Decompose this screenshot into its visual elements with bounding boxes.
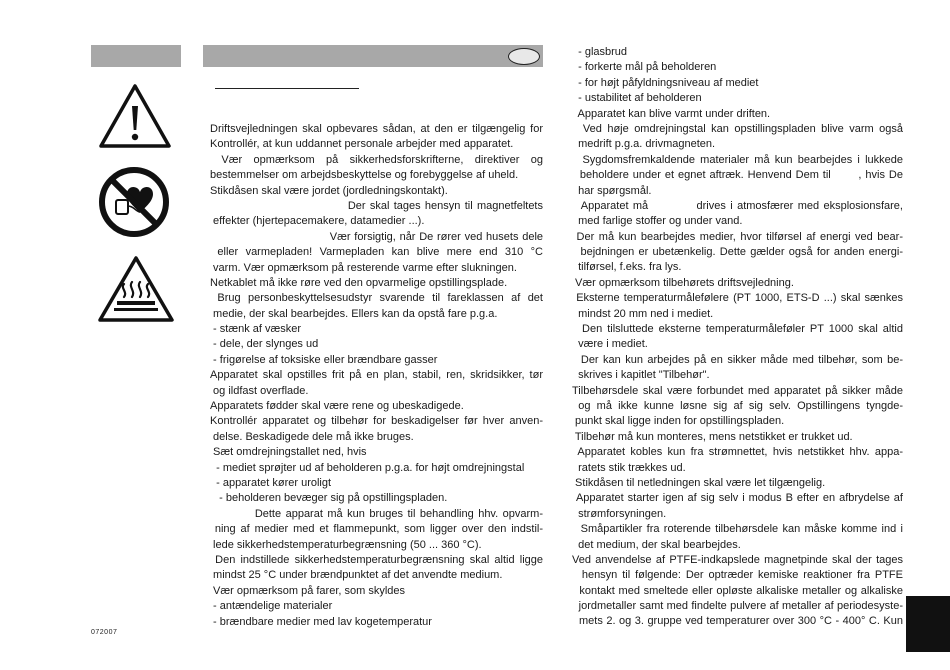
text-line: Sygdomsfremkaldende materialer må kun bearbejdes i lukkede <box>572 153 903 166</box>
text-line: det medium, der skal bearbejdes. <box>572 538 741 551</box>
text-line: varm. Vær opmærksom på resterende varme efter slukningen. <box>210 261 517 274</box>
text-line: Apparatet må drives i atmosfærer med eksplosionsfare, <box>572 199 903 212</box>
document-code: 072007 <box>91 629 118 636</box>
text-line: - stænk af væsker <box>210 323 302 336</box>
text-line: Den indstillede sikkerhedstemperaturbegrænsning skal altid ligge <box>210 553 543 566</box>
text-line: - apparatet kører uroligt <box>210 476 332 489</box>
text-line: - antændelige materialer <box>210 600 333 613</box>
text-line: - forkerte mål på beholderen <box>572 61 717 74</box>
heading-underline <box>215 88 359 89</box>
text-line: Dette apparat må kun bruges til behandling hhv. opvarm- <box>210 507 543 520</box>
text-line: bestemmelser om arbejdsbeskyttelse og forebyggelse af uheld. <box>210 169 519 182</box>
no-pacemaker-icon <box>98 166 170 238</box>
text-line: hensyn til følgende: Der optræder kemiske reaktioner fra PTFE <box>581 569 903 582</box>
text-line: Kontrollér apparatet og tilbehør for beskadigelser før hver anven- <box>210 415 543 428</box>
text-line: være i mediet. <box>572 338 648 351</box>
text-line: Tilbehør må kun monteres, mens netstikket er trukket ud. <box>572 430 853 443</box>
text-line: Der må kun bearbejdes medier, hvor tilførsel af energi ved bear- <box>572 230 903 243</box>
text-line: Den tilsluttede eksterne temperaturmåleføler PT 1000 skal altid <box>572 323 903 336</box>
text-line: Stikdåsen skal være jordet (jordledningskontakt). <box>210 184 448 197</box>
text-line: - brændbare medier med lav kogetemperatur <box>210 615 432 628</box>
text-line: Vær forsigtig, når De rører ved husets dele <box>210 230 543 243</box>
text-line: Apparatet skal opstilles frit på en plan, stabil, ren, skridsikker, tør <box>210 369 543 382</box>
text-line: har spørgsmål. <box>572 184 652 197</box>
text-line: og ildfast overflade. <box>210 384 309 397</box>
text-line: bejdningen er ubetænkelig. Dette gælder også for anden energi- <box>572 246 903 259</box>
text-line: Tilbehørsdele skal være forbundet med apparatet på sikker måde <box>572 384 903 397</box>
text-line: Apparatets fødder skal være rene og ubeskadigede. <box>210 400 464 413</box>
page-edge-tab <box>906 596 950 652</box>
text-line: tilførsel, f.eks. fra lys. <box>572 261 682 274</box>
text-line: skrives i kapitlet "Tilbehør". <box>572 369 710 382</box>
text-line: Vær opmærksom tilbehørets driftsvejledning. <box>572 276 794 289</box>
text-line: Apparatet kan blive varmt under driften. <box>572 107 771 120</box>
text-line: Netkablet må ikke røre ved den opvarmelige opstillingsplade. <box>210 276 508 289</box>
text-line: Småpartikler fra roterende tilbehørsdele kan måske komme ind i <box>572 523 903 536</box>
text-line: Ved anvendelse af PTFE-indkapslede magnetpinde skal der tages <box>572 553 903 566</box>
text-line: Apparatet starter igen af sig selv i modus B efter en afbrydelse af <box>572 492 903 505</box>
text-line: strømforsyningen. <box>572 507 667 520</box>
text-line: jordmetaller samt med findelte pulvere af metaller af periodesyste- <box>572 600 903 613</box>
text-line: effekter (hjertepacemakere, datamedier ...). <box>210 215 425 228</box>
text-line: Vær opmærksom på farer, som skyldes <box>210 584 406 597</box>
hot-surface-icon <box>97 254 175 324</box>
section-header-bar <box>203 45 543 67</box>
text-line: Der kan kun arbejdes på en sikker måde med tilbehør, som be- <box>572 353 903 366</box>
text-line: kontakt med smeltede eller opløste alkaliske metaller og alkaliske <box>572 584 903 597</box>
text-line: Ved høje omdrejningstal kan opstillingspladen blive varm også <box>582 122 903 135</box>
text-line: lede sikkerhedstemperaturbegrænsning (50 ... 360 °C). <box>210 538 482 551</box>
text-line: - for højt påfyldningsniveau af mediet <box>572 76 759 89</box>
text-line: delse. Beskadigede dele må ikke bruges. <box>210 430 414 443</box>
text-line: Sæt omdrejningstallet ned, hvis <box>210 446 367 459</box>
text-line: beholdere under et egnet aftræk. Henvend Dem til , hvis De <box>572 169 903 182</box>
text-line: med farlige stoffer og under vand. <box>572 215 743 228</box>
text-line: mets 2. og 3. gruppe ved temperaturer over 300 °C - 400° C. Kun <box>572 615 903 628</box>
text-line: medie, der skal bearbejdes. Ellers kan da opstå fare p.g.a. <box>210 307 498 320</box>
text-line: - frigørelse af toksiske eller brændbare gasser <box>210 353 438 366</box>
text-line: Stikdåsen til netledningen skal være let tilgængelig. <box>572 476 826 489</box>
warning-icon <box>98 82 172 150</box>
text-line: Brug personbeskyttelsesudstyr svarende til fareklassen af det <box>210 292 543 305</box>
header-oval-badge <box>508 48 540 65</box>
left-text-column <box>210 122 543 630</box>
text-line: og må ikke kunne løsne sig af sig selv. Opstillingens tyngde- <box>572 399 903 412</box>
text-line: eller varmepladen! Varmepladen kan blive mere end 310 °C <box>210 246 543 259</box>
text-line: ratets stik trækkes ud. <box>572 461 686 474</box>
text-line: - ustabilitet af beholderen <box>572 92 702 105</box>
text-line: Apparatet kobles kun fra strømnettet, hvis netstikket hhv. appa- <box>572 446 903 459</box>
section-tab-marker <box>91 45 181 67</box>
text-line: mindst 25 °C under brændpunktet af det anvendte medium. <box>210 569 503 582</box>
text-line: - dele, der slynges ud <box>210 338 319 351</box>
text-line: Eksterne temperaturmålefølere (PT 1000, ETS-D ...) skal sænkes <box>572 292 903 305</box>
text-line: Driftsvejledningen skal opbevares sådan, at den er tilgængelig for <box>210 123 543 135</box>
text-line: ning af medier med et flammepunkt, som ligger over den indstil- <box>210 523 543 536</box>
text-line: Vær opmærksom på sikkerhedsforskrifterne, direktiver og <box>210 153 543 166</box>
text-line: - beholderen bevæger sig på opstillingspladen. <box>210 492 448 505</box>
text-line: Kontrollér, at kun uddannet personale arbejder med apparatet. <box>210 138 514 151</box>
text-line: medrift p.g.a. drivmagneten. <box>572 138 716 151</box>
text-line: mindst 20 mm ned i mediet. <box>572 307 714 320</box>
text-line: - glasbrud <box>572 46 628 58</box>
text-line: - mediet sprøjter ud af beholderen p.g.a. for højt omdrejningstal <box>210 461 525 474</box>
right-text-column <box>572 45 903 630</box>
text-line: Der skal tages hensyn til magnetfeltets <box>210 199 543 212</box>
text-line: punkt skal ligge inden for opstillingspladen. <box>572 415 785 428</box>
